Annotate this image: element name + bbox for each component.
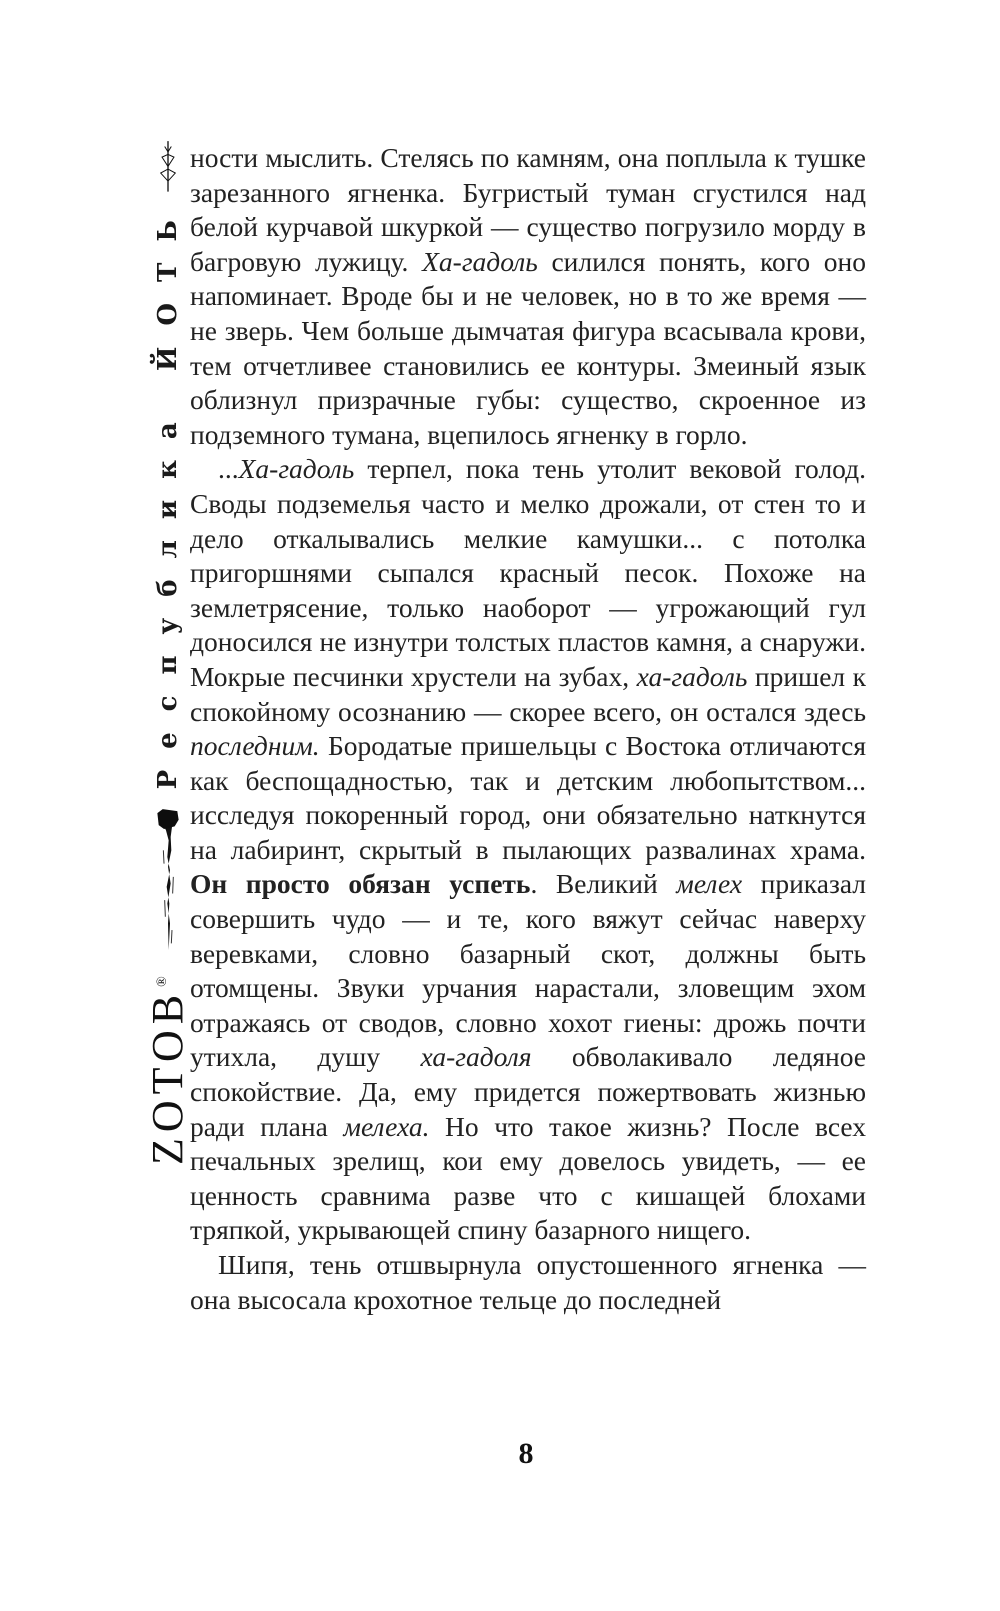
author-name: ZОТОВ®: [143, 970, 192, 1165]
paragraph-1: ности мыслить. Стелясь по камням, она поплыла к тушке зарезанного ягненка. Бугристый туман сгустился над белой курчавой шкуркой — существо погрузило морду в багровую лужицу. Ха-гадоль силился понять, кого оно напоминает. Вроде бы и не человек, но в то же время — не зверь. Чем больше дымчатая фигура всасывала крови, тем отчетливее становились ее контуры. Змеиный язык облизнул призрачные губы: существо, скроенное из подземного тумана, вцепилось ягненку в горло.: [190, 142, 867, 450]
series-title: Республика ЙОТЬ: [153, 199, 183, 790]
paragraph-3: Шипя, тень отшвырнула опустошенного ягненка — она высосала крохотное тельце до последней: [190, 1249, 866, 1315]
registered-mark: ®: [155, 970, 171, 987]
main-text: [190, 141, 866, 1317]
ink-brush-stroke-icon: [150, 807, 186, 950]
paragraph-2: ...Ха-гадоль терпел, пока тень утолит вековой голод. Своды подземелья часто и мелко дрожали, от стен то и дело откалывались мелкие камушки... с потолка пригоршнями сыпался красный песок. Похоже на землетрясение, только наоборот — угрожающий гул доносился не изнутри толстых пластов камня, а снаружи. Мокрые песчинки хрустели на зубах, ха-гадоль пришел к спокойному осознанию — скорее всего, он остался здесь последним. Бородатые пришельцы с Востока отличаются как беспощадностью, так и детским любопытством... исследуя покоренный город, они обязательно наткнутся на лабиринт, скрытый в пылающих развалинах храма. Он просто обязан успеть. Великий мелех приказал совершить чудо — и те, кого вяжут сейчас наверху веревками, словно базарный скот, должны быть отомщены. Звуки урчания нарастали, зловещим эхом отражаясь от сводов, словно хохот гиены: дрожь почти утихла, душу ха-гадоля обволакивало ледяное спокойствие. Да, ему придется пожертвовать жизнью ради плана мелеха. Но что такое жизнь? После всех печальных зрелищ, кои ему довелось увидеть, — ее ценность сравнима разве что с кишащей блохами тряпкой, укрывающей спину базарного нищего.: [190, 453, 867, 1246]
page-number: 8: [518, 1437, 534, 1470]
dragonfly-ornament-icon: [153, 140, 183, 193]
spine-title: [138, 140, 198, 1165]
